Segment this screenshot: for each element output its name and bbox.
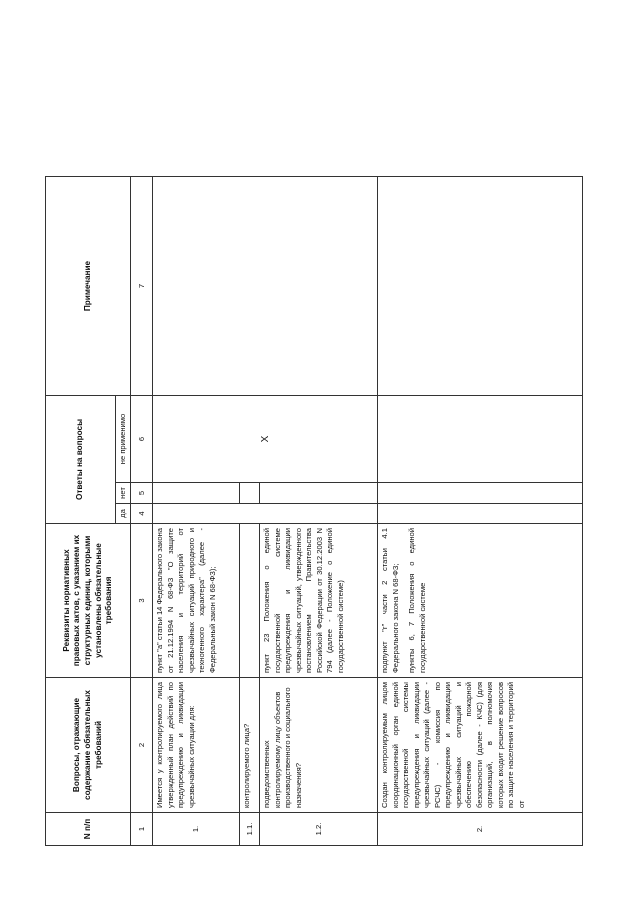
answer-no-cell [153, 483, 240, 504]
row-requisites [240, 524, 260, 678]
row-question: Создан контролируемым лицом координационный орган единой государственной системы предупреждения и ликвидации чрезвычайных ситуаций (далее - РСЧС) - комиссия по предупреждению и ликвидации чрезвычайных ситуаций и обеспечению пожарной безопасности (далее - КЧС) (для организаций, в полномочия которых входит решение вопросов по защите населения и территорий от [378, 678, 583, 813]
requisites-part-1: подпункт "г" части 2 статьи 4.1 Федерального закона N 68-ФЗ; [380, 528, 400, 673]
answer-na-cell [378, 395, 583, 482]
header-na: не применимо [116, 395, 131, 482]
header-note: Примечание [46, 177, 131, 396]
row-requisites: пункт "а" статьи 14 Федерального закона от 21.12.1994 N 68-ФЗ "О защите населения и территорий от чрезвычайных ситуаций природного и техногенного характера" (далее - Федеральный закон N 68-ФЗ); [153, 524, 240, 678]
table-row [153, 177, 240, 846]
row-question: подведомственных контролируемому лицу объектов производственного и социального назначения? [260, 678, 378, 813]
col-number: 3 [131, 524, 153, 678]
row-requisites: пункт 23 Положения о единой государственной системе предупреждения и ликвидации чрезвычайных ситуаций, утвержденного постановлением Правительства Российской Федерации от 30.12.2003 N 794 (далее - Положение о единой государственной системе) [260, 524, 378, 678]
checklist-table [45, 176, 583, 846]
col-number: 4 [131, 504, 153, 524]
row-num: 1.2. [260, 813, 378, 846]
requisites-part-2: пункты 6, 7 Положения о единой государственной системе [407, 528, 427, 673]
header-questions: Вопросы, отражающие содержание обязательных требований [46, 678, 131, 813]
rotated-content [45, 176, 583, 846]
header-num: N п/п [46, 813, 131, 846]
row-requisites [378, 524, 583, 678]
col-number: 7 [131, 177, 153, 396]
answer-no-cell [378, 483, 583, 504]
col-number: 2 [131, 678, 153, 813]
col-number: 5 [131, 483, 153, 504]
col-number: 6 [131, 395, 153, 482]
answer-yes-cell [153, 504, 378, 524]
header-no: нет [116, 483, 131, 504]
header-requisites: Реквизиты нормативных правовых актов, с указанием их структурных единиц, которыми установлены обязательные требования [46, 524, 131, 678]
row-num: 1. [153, 813, 240, 846]
note-cell [378, 177, 583, 396]
row-question: контролируемого лица? [240, 678, 260, 813]
table-row [378, 177, 583, 846]
answer-no-cell [240, 483, 260, 504]
answer-no-cell [260, 483, 378, 504]
note-cell [153, 177, 378, 396]
row-num: 1.1. [240, 813, 260, 846]
header-answers: Ответы на вопросы [46, 395, 116, 523]
answer-yes-cell [378, 504, 583, 524]
header-yes: да [116, 504, 131, 524]
col-number: 1 [131, 813, 153, 846]
document-page [45, 176, 583, 846]
answer-na-mark: X [153, 395, 378, 482]
row-num: 2. [378, 813, 583, 846]
row-question: Имеется у контролируемого лица утвержденный план действий по предупреждению и ликвидации чрезвычайных ситуации для: [153, 678, 240, 813]
